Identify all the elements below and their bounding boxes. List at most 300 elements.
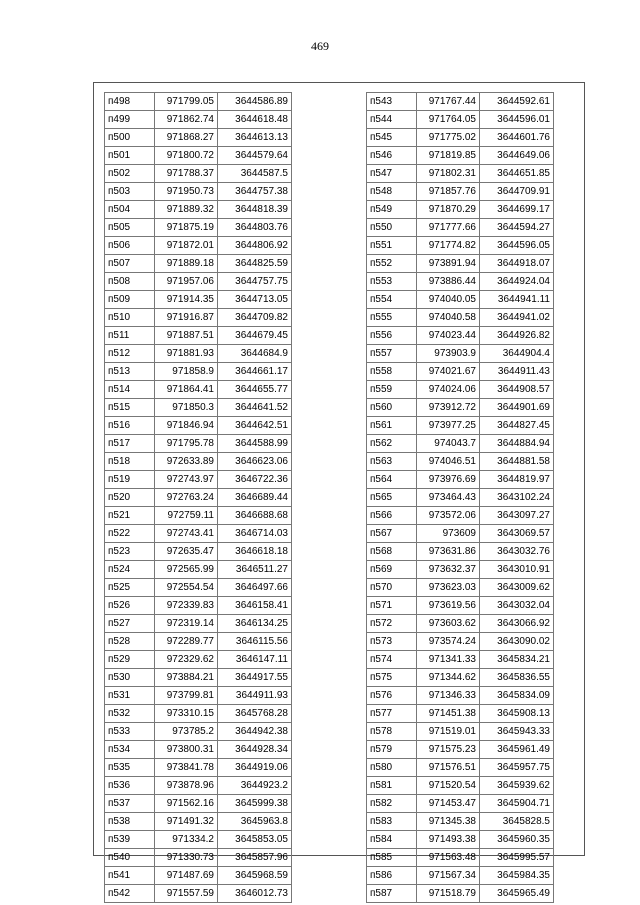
- point-id-cell: п506: [105, 237, 155, 255]
- point-id-cell: п532: [105, 705, 155, 723]
- y-coordinate-cell: 3644757.75: [218, 273, 292, 291]
- y-coordinate-cell: 3645834.21: [480, 651, 554, 669]
- y-coordinate-cell: 3644919.06: [218, 759, 292, 777]
- point-id-cell: п555: [367, 309, 417, 327]
- x-coordinate-cell: 973310.15: [155, 705, 218, 723]
- table-row: [367, 615, 554, 633]
- y-coordinate-cell: 3646511.27: [218, 561, 292, 579]
- point-id-cell: п543: [367, 93, 417, 111]
- x-coordinate-cell: 974021.67: [417, 363, 480, 381]
- table-row: [367, 507, 554, 525]
- point-id-cell: п539: [105, 831, 155, 849]
- x-coordinate-cell: 971491.32: [155, 813, 218, 831]
- point-id-cell: п584: [367, 831, 417, 849]
- table-row: [367, 111, 554, 129]
- y-coordinate-cell: 3644926.82: [480, 327, 554, 345]
- y-coordinate-cell: 3645828.5: [480, 813, 554, 831]
- y-coordinate-cell: 3644941.02: [480, 309, 554, 327]
- point-id-cell: п542: [105, 885, 155, 903]
- y-coordinate-cell: 3645957.75: [480, 759, 554, 777]
- table-row: [105, 561, 292, 579]
- x-coordinate-cell: 973572.06: [417, 507, 480, 525]
- point-id-cell: п501: [105, 147, 155, 165]
- y-coordinate-cell: 3644908.57: [480, 381, 554, 399]
- table-row: [105, 255, 292, 273]
- x-coordinate-cell: 971857.76: [417, 183, 480, 201]
- x-coordinate-cell: 971767.44: [417, 93, 480, 111]
- x-coordinate-cell: 973619.56: [417, 597, 480, 615]
- table-row: [367, 165, 554, 183]
- y-coordinate-cell: 3644699.17: [480, 201, 554, 219]
- x-coordinate-cell: 974040.58: [417, 309, 480, 327]
- table-row: [105, 687, 292, 705]
- point-id-cell: п522: [105, 525, 155, 543]
- y-coordinate-cell: 3644641.52: [218, 399, 292, 417]
- y-coordinate-cell: 3644819.97: [480, 471, 554, 489]
- x-coordinate-cell: 971881.93: [155, 345, 218, 363]
- y-coordinate-cell: 3645965.49: [480, 885, 554, 903]
- point-id-cell: п559: [367, 381, 417, 399]
- x-coordinate-cell: 971487.69: [155, 867, 218, 885]
- x-coordinate-cell: 971957.06: [155, 273, 218, 291]
- point-id-cell: п519: [105, 471, 155, 489]
- y-coordinate-cell: 3644818.39: [218, 201, 292, 219]
- y-coordinate-cell: 3644918.07: [480, 255, 554, 273]
- table-row: [367, 579, 554, 597]
- point-id-cell: п527: [105, 615, 155, 633]
- point-id-cell: п507: [105, 255, 155, 273]
- point-id-cell: п587: [367, 885, 417, 903]
- point-id-cell: п500: [105, 129, 155, 147]
- point-id-cell: п514: [105, 381, 155, 399]
- x-coordinate-cell: 971870.29: [417, 201, 480, 219]
- y-coordinate-cell: 3643032.04: [480, 597, 554, 615]
- x-coordinate-cell: 972329.62: [155, 651, 218, 669]
- table-row: [367, 633, 554, 651]
- point-id-cell: п549: [367, 201, 417, 219]
- x-coordinate-cell: 973912.72: [417, 399, 480, 417]
- y-coordinate-cell: 3646722.36: [218, 471, 292, 489]
- y-coordinate-cell: 3646623.06: [218, 453, 292, 471]
- x-coordinate-cell: 971819.85: [417, 147, 480, 165]
- y-coordinate-cell: 3645961.49: [480, 741, 554, 759]
- point-id-cell: п502: [105, 165, 155, 183]
- table-row: [367, 399, 554, 417]
- table-row: [367, 219, 554, 237]
- x-coordinate-cell: 971575.23: [417, 741, 480, 759]
- x-coordinate-cell: 971344.62: [417, 669, 480, 687]
- x-coordinate-cell: 973841.78: [155, 759, 218, 777]
- table-row: [105, 201, 292, 219]
- table-row: [105, 147, 292, 165]
- table-row: [105, 705, 292, 723]
- table-row: [105, 399, 292, 417]
- y-coordinate-cell: 3644679.45: [218, 327, 292, 345]
- point-id-cell: п545: [367, 129, 417, 147]
- table-row: [367, 777, 554, 795]
- point-id-cell: п548: [367, 183, 417, 201]
- point-id-cell: п528: [105, 633, 155, 651]
- point-id-cell: п550: [367, 219, 417, 237]
- table-row: [367, 255, 554, 273]
- table-row: [105, 327, 292, 345]
- table-row: [105, 759, 292, 777]
- y-coordinate-cell: 3646714.03: [218, 525, 292, 543]
- x-coordinate-cell: 971950.73: [155, 183, 218, 201]
- x-coordinate-cell: 971346.33: [417, 687, 480, 705]
- y-coordinate-cell: 3644757.38: [218, 183, 292, 201]
- x-coordinate-cell: 972759.11: [155, 507, 218, 525]
- coordinates-table-right: [366, 92, 554, 903]
- x-coordinate-cell: 973574.24: [417, 633, 480, 651]
- table-row: [367, 669, 554, 687]
- point-id-cell: п503: [105, 183, 155, 201]
- table-row: [105, 831, 292, 849]
- y-coordinate-cell: 3643069.57: [480, 525, 554, 543]
- table-row: [367, 705, 554, 723]
- table-row: [367, 435, 554, 453]
- table-row: [367, 849, 554, 867]
- table-row: [367, 309, 554, 327]
- y-coordinate-cell: 3643066.92: [480, 615, 554, 633]
- x-coordinate-cell: 971800.72: [155, 147, 218, 165]
- y-coordinate-cell: 3645834.09: [480, 687, 554, 705]
- y-coordinate-cell: 3645908.13: [480, 705, 554, 723]
- x-coordinate-cell: 971775.02: [417, 129, 480, 147]
- point-id-cell: п582: [367, 795, 417, 813]
- point-id-cell: п525: [105, 579, 155, 597]
- x-coordinate-cell: 973800.31: [155, 741, 218, 759]
- point-id-cell: п553: [367, 273, 417, 291]
- x-coordinate-cell: 973609: [417, 525, 480, 543]
- x-coordinate-cell: 973886.44: [417, 273, 480, 291]
- point-id-cell: п562: [367, 435, 417, 453]
- coordinates-table-left: [104, 92, 292, 903]
- x-coordinate-cell: 974043.7: [417, 435, 480, 453]
- y-coordinate-cell: 3644618.48: [218, 111, 292, 129]
- point-id-cell: п557: [367, 345, 417, 363]
- y-coordinate-cell: 3645968.59: [218, 867, 292, 885]
- y-coordinate-cell: 3644917.55: [218, 669, 292, 687]
- table-row: [367, 651, 554, 669]
- y-coordinate-cell: 3646618.18: [218, 543, 292, 561]
- point-id-cell: п531: [105, 687, 155, 705]
- x-coordinate-cell: 971341.33: [417, 651, 480, 669]
- x-coordinate-cell: 971453.47: [417, 795, 480, 813]
- x-coordinate-cell: 973977.25: [417, 417, 480, 435]
- table-row: [367, 885, 554, 903]
- x-coordinate-cell: 973891.94: [417, 255, 480, 273]
- table-row: [105, 651, 292, 669]
- y-coordinate-cell: 3646497.66: [218, 579, 292, 597]
- x-coordinate-cell: 971519.01: [417, 723, 480, 741]
- point-id-cell: п570: [367, 579, 417, 597]
- table-row: [105, 129, 292, 147]
- point-id-cell: п509: [105, 291, 155, 309]
- table-row: [367, 147, 554, 165]
- x-coordinate-cell: 974024.06: [417, 381, 480, 399]
- y-coordinate-cell: 3644649.06: [480, 147, 554, 165]
- y-coordinate-cell: 3646688.68: [218, 507, 292, 525]
- table-row: [367, 723, 554, 741]
- table-row: [105, 795, 292, 813]
- point-id-cell: п552: [367, 255, 417, 273]
- point-id-cell: п530: [105, 669, 155, 687]
- x-coordinate-cell: 972763.24: [155, 489, 218, 507]
- table-row: [105, 381, 292, 399]
- y-coordinate-cell: 3645853.05: [218, 831, 292, 849]
- x-coordinate-cell: 973631.86: [417, 543, 480, 561]
- y-coordinate-cell: 3644881.58: [480, 453, 554, 471]
- x-coordinate-cell: 971764.05: [417, 111, 480, 129]
- point-id-cell: п556: [367, 327, 417, 345]
- y-coordinate-cell: 3644806.92: [218, 237, 292, 255]
- x-coordinate-cell: 973884.21: [155, 669, 218, 687]
- x-coordinate-cell: 971557.59: [155, 885, 218, 903]
- y-coordinate-cell: 3644904.4: [480, 345, 554, 363]
- point-id-cell: п512: [105, 345, 155, 363]
- point-id-cell: п533: [105, 723, 155, 741]
- x-coordinate-cell: 973632.37: [417, 561, 480, 579]
- table-row: [105, 453, 292, 471]
- y-coordinate-cell: 3643010.91: [480, 561, 554, 579]
- point-id-cell: п571: [367, 597, 417, 615]
- table-row: [367, 327, 554, 345]
- y-coordinate-cell: 3644592.61: [480, 93, 554, 111]
- table-row: [367, 237, 554, 255]
- x-coordinate-cell: 971802.31: [417, 165, 480, 183]
- table-row: [367, 831, 554, 849]
- table-row: [105, 237, 292, 255]
- table-row: [367, 759, 554, 777]
- point-id-cell: п580: [367, 759, 417, 777]
- table-row: [367, 291, 554, 309]
- y-coordinate-cell: 3644827.45: [480, 417, 554, 435]
- point-id-cell: п537: [105, 795, 155, 813]
- x-coordinate-cell: 972633.89: [155, 453, 218, 471]
- table-row: [105, 813, 292, 831]
- y-coordinate-cell: 3643102.24: [480, 489, 554, 507]
- x-coordinate-cell: 971795.78: [155, 435, 218, 453]
- table-row: [367, 813, 554, 831]
- y-coordinate-cell: 3645995.57: [480, 849, 554, 867]
- y-coordinate-cell: 3645960.35: [480, 831, 554, 849]
- y-coordinate-cell: 3644661.17: [218, 363, 292, 381]
- table-row: [105, 507, 292, 525]
- y-coordinate-cell: 3644594.27: [480, 219, 554, 237]
- table-row: [105, 417, 292, 435]
- x-coordinate-cell: 973623.03: [417, 579, 480, 597]
- table-row: [105, 741, 292, 759]
- y-coordinate-cell: 3645857.96: [218, 849, 292, 867]
- x-coordinate-cell: 971914.35: [155, 291, 218, 309]
- point-id-cell: п498: [105, 93, 155, 111]
- x-coordinate-cell: 971345.38: [417, 813, 480, 831]
- x-coordinate-cell: 973785.2: [155, 723, 218, 741]
- y-coordinate-cell: 3646012.73: [218, 885, 292, 903]
- table-row: [105, 93, 292, 111]
- x-coordinate-cell: 971858.9: [155, 363, 218, 381]
- point-id-cell: п538: [105, 813, 155, 831]
- point-id-cell: п573: [367, 633, 417, 651]
- x-coordinate-cell: 971889.32: [155, 201, 218, 219]
- y-coordinate-cell: 3643009.62: [480, 579, 554, 597]
- y-coordinate-cell: 3644651.85: [480, 165, 554, 183]
- x-coordinate-cell: 972319.14: [155, 615, 218, 633]
- table-row: [105, 543, 292, 561]
- x-coordinate-cell: 973903.9: [417, 345, 480, 363]
- table-row: [367, 273, 554, 291]
- x-coordinate-cell: 972554.54: [155, 579, 218, 597]
- point-id-cell: п554: [367, 291, 417, 309]
- point-id-cell: п534: [105, 741, 155, 759]
- point-id-cell: п551: [367, 237, 417, 255]
- point-id-cell: п563: [367, 453, 417, 471]
- x-coordinate-cell: 972743.97: [155, 471, 218, 489]
- x-coordinate-cell: 973464.43: [417, 489, 480, 507]
- point-id-cell: п581: [367, 777, 417, 795]
- point-id-cell: п560: [367, 399, 417, 417]
- y-coordinate-cell: 3644579.64: [218, 147, 292, 165]
- table-row: [367, 597, 554, 615]
- x-coordinate-cell: 971330.73: [155, 849, 218, 867]
- table-row: [367, 561, 554, 579]
- point-id-cell: п558: [367, 363, 417, 381]
- table-row: [367, 687, 554, 705]
- point-id-cell: п547: [367, 165, 417, 183]
- table-row: [367, 183, 554, 201]
- x-coordinate-cell: 971846.94: [155, 417, 218, 435]
- table-row: [105, 525, 292, 543]
- table-row: [105, 849, 292, 867]
- table-row: [105, 273, 292, 291]
- x-coordinate-cell: 971563.48: [417, 849, 480, 867]
- y-coordinate-cell: 3644713.05: [218, 291, 292, 309]
- y-coordinate-cell: 3644911.43: [480, 363, 554, 381]
- x-coordinate-cell: 974046.51: [417, 453, 480, 471]
- table-row: [367, 489, 554, 507]
- point-id-cell: п535: [105, 759, 155, 777]
- table-row: [367, 453, 554, 471]
- point-id-cell: п585: [367, 849, 417, 867]
- table-row: [105, 309, 292, 327]
- y-coordinate-cell: 3644613.13: [218, 129, 292, 147]
- x-coordinate-cell: 971889.18: [155, 255, 218, 273]
- x-coordinate-cell: 973976.69: [417, 471, 480, 489]
- point-id-cell: п505: [105, 219, 155, 237]
- point-id-cell: п586: [367, 867, 417, 885]
- table-row: [105, 885, 292, 903]
- point-id-cell: п511: [105, 327, 155, 345]
- point-id-cell: п510: [105, 309, 155, 327]
- point-id-cell: п561: [367, 417, 417, 435]
- y-coordinate-cell: 3646115.56: [218, 633, 292, 651]
- point-id-cell: п577: [367, 705, 417, 723]
- x-coordinate-cell: 971576.51: [417, 759, 480, 777]
- x-coordinate-cell: 973799.81: [155, 687, 218, 705]
- table-row: [105, 669, 292, 687]
- table-row: [367, 741, 554, 759]
- x-coordinate-cell: 972565.99: [155, 561, 218, 579]
- table-row: [367, 129, 554, 147]
- x-coordinate-cell: 971777.66: [417, 219, 480, 237]
- point-id-cell: п566: [367, 507, 417, 525]
- point-id-cell: п508: [105, 273, 155, 291]
- table-row: [105, 345, 292, 363]
- point-id-cell: п569: [367, 561, 417, 579]
- y-coordinate-cell: 3644601.76: [480, 129, 554, 147]
- table-row: [367, 525, 554, 543]
- y-coordinate-cell: 3645963.8: [218, 813, 292, 831]
- x-coordinate-cell: 972635.47: [155, 543, 218, 561]
- x-coordinate-cell: 972743.41: [155, 525, 218, 543]
- table-row: [367, 363, 554, 381]
- y-coordinate-cell: 3645984.35: [480, 867, 554, 885]
- point-id-cell: п575: [367, 669, 417, 687]
- x-coordinate-cell: 974023.44: [417, 327, 480, 345]
- y-coordinate-cell: 3646147.11: [218, 651, 292, 669]
- table-row: [367, 867, 554, 885]
- table-row: [105, 489, 292, 507]
- x-coordinate-cell: 971520.54: [417, 777, 480, 795]
- table-row: [105, 615, 292, 633]
- x-coordinate-cell: 971862.74: [155, 111, 218, 129]
- x-coordinate-cell: 971788.37: [155, 165, 218, 183]
- point-id-cell: п504: [105, 201, 155, 219]
- point-id-cell: п517: [105, 435, 155, 453]
- y-coordinate-cell: 3644588.99: [218, 435, 292, 453]
- table-row: [105, 471, 292, 489]
- y-coordinate-cell: 3644642.51: [218, 417, 292, 435]
- y-coordinate-cell: 3645939.62: [480, 777, 554, 795]
- point-id-cell: п567: [367, 525, 417, 543]
- table-row: [105, 867, 292, 885]
- table-row: [367, 201, 554, 219]
- y-coordinate-cell: 3644655.77: [218, 381, 292, 399]
- y-coordinate-cell: 3644709.82: [218, 309, 292, 327]
- table-row: [367, 543, 554, 561]
- x-coordinate-cell: 971868.27: [155, 129, 218, 147]
- table-row: [105, 777, 292, 795]
- point-id-cell: п583: [367, 813, 417, 831]
- y-coordinate-cell: 3645904.71: [480, 795, 554, 813]
- x-coordinate-cell: 971451.38: [417, 705, 480, 723]
- point-id-cell: п523: [105, 543, 155, 561]
- x-coordinate-cell: 971567.34: [417, 867, 480, 885]
- table-row: [105, 291, 292, 309]
- x-coordinate-cell: 971887.51: [155, 327, 218, 345]
- y-coordinate-cell: 3643097.27: [480, 507, 554, 525]
- y-coordinate-cell: 3645768.28: [218, 705, 292, 723]
- point-id-cell: п515: [105, 399, 155, 417]
- page-number: 469: [311, 39, 329, 53]
- table-row: [367, 471, 554, 489]
- table-row: [105, 435, 292, 453]
- y-coordinate-cell: 3646689.44: [218, 489, 292, 507]
- point-id-cell: п524: [105, 561, 155, 579]
- x-coordinate-cell: 971875.19: [155, 219, 218, 237]
- point-id-cell: п579: [367, 741, 417, 759]
- point-id-cell: п513: [105, 363, 155, 381]
- point-id-cell: п565: [367, 489, 417, 507]
- point-id-cell: п516: [105, 417, 155, 435]
- y-coordinate-cell: 3644596.01: [480, 111, 554, 129]
- y-coordinate-cell: 3645999.38: [218, 795, 292, 813]
- x-coordinate-cell: 971799.05: [155, 93, 218, 111]
- table-row: [367, 381, 554, 399]
- y-coordinate-cell: 3644596.05: [480, 237, 554, 255]
- y-coordinate-cell: 3644803.76: [218, 219, 292, 237]
